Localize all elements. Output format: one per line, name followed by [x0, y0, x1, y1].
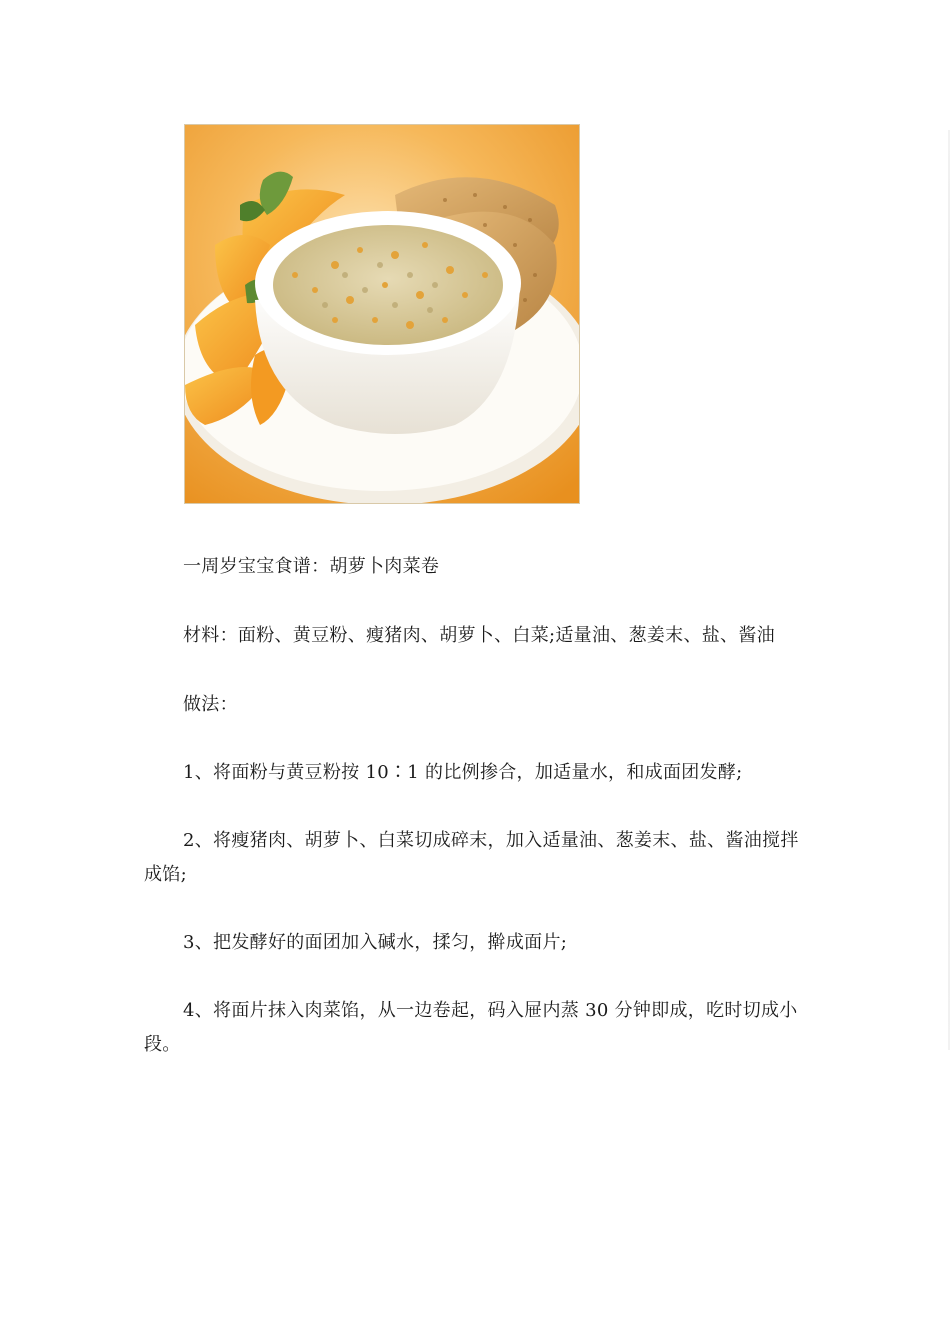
recipe-title: 一周岁宝宝食谱：胡萝卜肉菜卷: [183, 556, 440, 577]
recipe-photo: [184, 124, 580, 504]
oatmeal-bowl-illustration: [185, 125, 580, 504]
step-4: 4、将面片抹入肉菜馅，从一边卷起，码入屉内蒸 30 分钟即成，吃时切成小段。: [144, 1000, 798, 1055]
step-2: 2、将瘦猪肉、胡萝卜、白菜切成碎末，加入适量油、葱姜末、盐、酱油搅拌成馅;: [144, 830, 799, 885]
step-3: 3、把发酵好的面团加入碱水，揉匀，擀成面片;: [183, 932, 568, 953]
materials-line: 材料：面粉、黄豆粉、瘦猪肉、胡萝卜、白菜;适量油、葱姜末、盐、酱油: [183, 625, 775, 646]
method-heading: 做法：: [183, 694, 238, 715]
step-1: 1、将面粉与黄豆粉按 10∶1 的比例掺合，加适量水，和成面团发酵;: [183, 762, 743, 783]
